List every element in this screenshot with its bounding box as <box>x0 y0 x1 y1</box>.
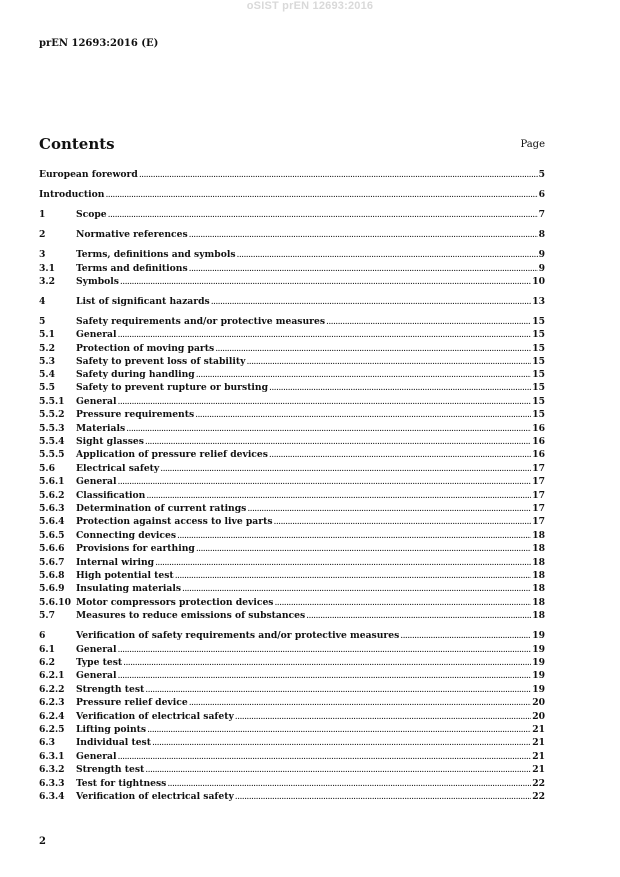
toc-entry-number: 5.6.10 <box>39 597 71 608</box>
toc-entry-number: 5.1 <box>39 329 55 340</box>
toc-entry-number: 6.2.1 <box>39 670 65 681</box>
toc-dot-leader <box>237 249 538 260</box>
toc-entry-page: 15 <box>532 356 545 367</box>
toc-entry-page: 17 <box>532 463 545 474</box>
toc-entry[interactable] <box>39 329 545 342</box>
toc-entry-number: 6.3 <box>39 737 55 748</box>
toc-entry-page: 17 <box>532 476 545 487</box>
toc-dot-leader <box>211 296 532 307</box>
toc-dot-leader <box>139 169 538 180</box>
toc-dot-leader <box>269 382 531 393</box>
toc-entry[interactable] <box>39 476 545 489</box>
toc-entry-title: List of significant hazards <box>76 296 210 307</box>
toc-dot-leader <box>246 356 531 367</box>
toc-entry-number: 5.6.4 <box>39 516 65 527</box>
toc-dot-leader <box>215 343 531 354</box>
toc-dot-leader <box>235 791 531 802</box>
toc-dot-leader <box>189 229 538 240</box>
toc-entry[interactable] <box>39 382 545 395</box>
toc-entry[interactable] <box>39 396 545 409</box>
toc-entry-page: 9 <box>538 249 545 260</box>
toc-entry[interactable] <box>39 570 545 583</box>
toc-entry-number: 5.5.4 <box>39 436 65 447</box>
toc-entry-number: 5.6.9 <box>39 583 65 594</box>
toc-entry-number: 5.6.2 <box>39 490 65 501</box>
toc-entry-number: 6.3.4 <box>39 791 65 802</box>
toc-entry[interactable] <box>39 490 545 503</box>
toc-entry-page: 6 <box>538 189 545 200</box>
toc-entry[interactable] <box>39 684 545 697</box>
toc-entry-number: 6.3.2 <box>39 764 65 775</box>
toc-entry-page: 19 <box>532 644 545 655</box>
toc-entry-page: 17 <box>532 516 545 527</box>
toc-entry-number: 5.6.8 <box>39 570 65 581</box>
toc-entry[interactable] <box>39 610 545 623</box>
toc-entry[interactable] <box>39 249 545 262</box>
toc-entry-page: 15 <box>532 329 545 340</box>
toc-dot-leader <box>126 423 531 434</box>
toc-entry-number: 5.5 <box>39 382 55 393</box>
toc-entry-page: 21 <box>532 724 545 735</box>
toc-dot-leader <box>146 490 531 501</box>
toc-entry-title: Protection of moving parts <box>76 343 215 354</box>
toc-entry-number: 5.6.1 <box>39 476 65 487</box>
toc-dot-leader <box>118 329 532 340</box>
toc-entry-number: 3.1 <box>39 263 55 274</box>
toc-entry-page: 21 <box>532 751 545 762</box>
toc-entry-page: 21 <box>532 737 545 748</box>
toc-entry-title: Verification of electrical safety <box>76 791 234 802</box>
toc-entry-title: Safety to prevent rupture or bursting <box>76 382 269 393</box>
toc-entry-number: 5.6.7 <box>39 557 65 568</box>
toc-entry-page: 7 <box>538 209 545 220</box>
toc-entry-title: Test for tightness <box>76 778 167 789</box>
toc-dot-leader <box>118 476 532 487</box>
toc-entry-title: Terms, definitions and symbols <box>76 249 236 260</box>
toc-entry-page: 16 <box>532 423 545 434</box>
toc-entry-title: Type test <box>76 657 123 668</box>
toc-entry-number: 2 <box>39 229 46 240</box>
toc-dot-leader <box>274 597 531 608</box>
toc-entry-title: Strength test <box>76 764 145 775</box>
toc-dot-leader <box>118 670 532 681</box>
toc-entry-number: 4 <box>39 296 46 307</box>
toc-dot-leader <box>189 263 538 274</box>
toc-entry-page: 17 <box>532 490 545 501</box>
toc-dot-leader <box>105 189 537 200</box>
toc-entry[interactable] <box>39 423 545 436</box>
toc-entry-title: High potential test <box>76 570 174 581</box>
toc-entry-number: 5.6.3 <box>39 503 65 514</box>
toc-entry-page: 15 <box>532 382 545 393</box>
toc-entry-title: Safety requirements and/or protective measures <box>76 316 325 327</box>
toc-entry[interactable] <box>39 503 545 516</box>
toc-entry[interactable] <box>39 449 545 462</box>
page-number: 2 <box>39 836 46 847</box>
toc-entry-page: 16 <box>532 436 545 447</box>
toc-entry-title: Protection against access to live parts <box>76 516 273 527</box>
toc-entry[interactable] <box>39 711 545 724</box>
toc-entry-page: 20 <box>532 697 545 708</box>
toc-entry-title: General <box>76 396 117 407</box>
toc-entry-number: 5.4 <box>39 369 55 380</box>
toc-entry[interactable] <box>39 644 545 657</box>
toc-entry-title: Provisions for earthing <box>76 543 195 554</box>
watermark: oSIST prEN 12693:2016 <box>246 0 374 12</box>
toc-entry-page: 20 <box>532 711 545 722</box>
toc-entry-title: Verification of electrical safety <box>76 711 234 722</box>
toc-entry[interactable] <box>39 189 545 202</box>
toc-entry-page: 18 <box>532 543 545 554</box>
toc-entry[interactable] <box>39 209 545 222</box>
toc-entry-number: 5.7 <box>39 610 55 621</box>
toc-entry-page: 19 <box>532 657 545 668</box>
toc-entry-number: 5.6.6 <box>39 543 65 554</box>
toc-entry[interactable] <box>39 543 545 556</box>
toc-entry-number: 5.3 <box>39 356 55 367</box>
toc-entry-title: Verification of safety requirements and/or protective measures <box>76 630 400 641</box>
toc-entry[interactable] <box>39 724 545 737</box>
toc-entry-page: 21 <box>532 764 545 775</box>
toc-entry[interactable] <box>39 169 545 182</box>
toc-entry[interactable] <box>39 343 545 356</box>
toc-dot-leader <box>120 276 531 287</box>
toc-entry-number: 5.5.5 <box>39 449 65 460</box>
toc-dot-leader <box>196 543 531 554</box>
toc-entry-title: Application of pressure relief devices <box>76 449 268 460</box>
toc-entry-page: 15 <box>532 369 545 380</box>
toc-entry[interactable] <box>39 791 545 804</box>
toc-entry-title: European foreword <box>39 169 138 180</box>
toc-entry-page: 17 <box>532 503 545 514</box>
toc-entry[interactable] <box>39 557 545 570</box>
toc-dot-leader <box>196 369 531 380</box>
toc-entry-number: 5 <box>39 316 46 327</box>
toc-entry[interactable] <box>39 764 545 777</box>
toc-entry-title: Insulating materials <box>76 583 182 594</box>
toc-dot-leader <box>152 737 531 748</box>
toc-entry-page: 8 <box>538 229 545 240</box>
toc-entry-number: 5.5.1 <box>39 396 65 407</box>
toc-entry-title: Normative references <box>76 229 188 240</box>
toc-entry-title: General <box>76 670 117 681</box>
toc-entry-page: 22 <box>532 778 545 789</box>
toc-entry-page: 19 <box>532 684 545 695</box>
toc-entry[interactable] <box>39 229 545 242</box>
toc-dot-leader <box>247 503 531 514</box>
toc-entry[interactable] <box>39 530 545 543</box>
toc-entry-title: Strength test <box>76 684 145 695</box>
toc-dot-leader <box>269 449 531 460</box>
toc-entry-title: Motor compressors protection devices <box>76 597 274 608</box>
document-id: prEN 12693:2016 (E) <box>39 38 159 49</box>
toc-entry-title: Materials <box>76 423 126 434</box>
toc-entry-page: 18 <box>532 583 545 594</box>
toc-entry-title: Individual test <box>76 737 151 748</box>
toc-dot-leader <box>145 436 531 447</box>
toc-entry-title: General <box>76 329 117 340</box>
page-column-label: Page <box>520 139 545 150</box>
toc-dot-leader <box>145 764 531 775</box>
toc-entry-number: 6.2.2 <box>39 684 65 695</box>
toc-entry-title: General <box>76 644 117 655</box>
toc-entry-page: 22 <box>532 791 545 802</box>
toc-entry[interactable] <box>39 657 545 670</box>
toc-entry[interactable] <box>39 263 545 276</box>
toc-entry-page: 15 <box>532 343 545 354</box>
toc-entry-title: Safety to prevent loss of stability <box>76 356 246 367</box>
toc-entry-title: Electrical safety <box>76 463 160 474</box>
toc-entry-title: Classification <box>76 490 146 501</box>
toc-dot-leader <box>118 396 532 407</box>
toc-entry[interactable] <box>39 516 545 529</box>
toc-entry-title: Symbols <box>76 276 119 287</box>
toc-entry[interactable] <box>39 436 545 449</box>
toc-entry-title: Pressure relief device <box>76 697 188 708</box>
toc-entry-page: 18 <box>532 530 545 541</box>
toc-entry-title: Safety during handling <box>76 369 195 380</box>
toc-entry[interactable] <box>39 751 545 764</box>
toc-entry[interactable] <box>39 463 545 476</box>
toc-entry-number: 1 <box>39 209 46 220</box>
toc-dot-leader <box>400 630 531 641</box>
toc-entry-number: 6.1 <box>39 644 55 655</box>
toc-entry-number: 6.2 <box>39 657 55 668</box>
toc-entry-page: 15 <box>532 316 545 327</box>
toc-entry-title: Scope <box>76 209 107 220</box>
toc-dot-leader <box>235 711 531 722</box>
toc-dot-leader <box>108 209 538 220</box>
toc-dot-leader <box>145 684 531 695</box>
toc-dot-leader <box>147 724 531 735</box>
toc-entry[interactable] <box>39 316 545 329</box>
toc-entry[interactable] <box>39 356 545 369</box>
toc-dot-leader <box>306 610 531 621</box>
toc-entry-page: 5 <box>538 169 545 180</box>
toc-entry-title: Sight glasses <box>76 436 144 447</box>
toc-entry-number: 6.2.3 <box>39 697 65 708</box>
toc-entry-title: Terms and definitions <box>76 263 188 274</box>
toc-entry[interactable] <box>39 276 545 289</box>
toc-entry-page: 19 <box>532 670 545 681</box>
toc-dot-leader <box>167 778 531 789</box>
toc-entry-title: Connecting devices <box>76 530 176 541</box>
toc-entry[interactable] <box>39 296 545 309</box>
toc-entry-number: 6 <box>39 630 46 641</box>
toc-entry-number: 6.2.5 <box>39 724 65 735</box>
toc-entry[interactable] <box>39 583 545 596</box>
toc-entry-title: Determination of current ratings <box>76 503 247 514</box>
toc-entry[interactable] <box>39 737 545 750</box>
toc-entry-number: 5.2 <box>39 343 55 354</box>
toc-entry[interactable] <box>39 597 545 610</box>
toc-entry[interactable] <box>39 630 545 643</box>
toc-entry-title: General <box>76 751 117 762</box>
toc-entry-page: 19 <box>532 630 545 641</box>
toc-entry-page: 13 <box>532 296 545 307</box>
toc-entry-number: 5.6.5 <box>39 530 65 541</box>
toc-entry-number: 5.5.3 <box>39 423 65 434</box>
toc-entry-number: 6.3.1 <box>39 751 65 762</box>
toc-dot-leader <box>326 316 531 327</box>
toc-dot-leader <box>189 697 531 708</box>
toc-entry[interactable] <box>39 670 545 683</box>
toc-dot-leader <box>155 557 531 568</box>
contents-title: Contents <box>39 135 115 153</box>
toc-entry-title: Internal wiring <box>76 557 155 568</box>
toc-dot-leader <box>182 583 531 594</box>
toc-entry[interactable] <box>39 697 545 710</box>
toc-entry-page: 18 <box>532 597 545 608</box>
toc-entry[interactable] <box>39 409 545 422</box>
toc-entry-page: 18 <box>532 610 545 621</box>
toc-entry-number: 5.6 <box>39 463 55 474</box>
toc-entry-number: 6.3.3 <box>39 778 65 789</box>
toc-entry-page: 18 <box>532 557 545 568</box>
toc-dot-leader <box>160 463 531 474</box>
toc-dot-leader <box>175 570 532 581</box>
toc-entry-title: Measures to reduce emissions of substances <box>76 610 306 621</box>
toc-entry-page: 16 <box>532 449 545 460</box>
toc-entry-title: Lifting points <box>76 724 147 735</box>
toc-dot-leader <box>195 409 531 420</box>
toc-entry[interactable] <box>39 778 545 791</box>
toc-dot-leader <box>123 657 531 668</box>
toc-dot-leader <box>118 644 532 655</box>
toc-entry[interactable] <box>39 369 545 382</box>
toc-entry-page: 15 <box>532 396 545 407</box>
toc-dot-leader <box>118 751 532 762</box>
toc-dot-leader <box>274 516 532 527</box>
toc-entry-page: 9 <box>538 263 545 274</box>
toc-entry-title: General <box>76 476 117 487</box>
toc-entry-title: Introduction <box>39 189 105 200</box>
toc-entry-title: Pressure requirements <box>76 409 195 420</box>
toc-entry-number: 5.5.2 <box>39 409 65 420</box>
toc-entry-page: 10 <box>532 276 545 287</box>
toc-dot-leader <box>177 530 531 541</box>
toc-entry-page: 15 <box>532 409 545 420</box>
toc-entry-number: 3.2 <box>39 276 55 287</box>
toc-entry-number: 3 <box>39 249 46 260</box>
toc-entry-page: 18 <box>532 570 545 581</box>
toc-entry-number: 6.2.4 <box>39 711 65 722</box>
